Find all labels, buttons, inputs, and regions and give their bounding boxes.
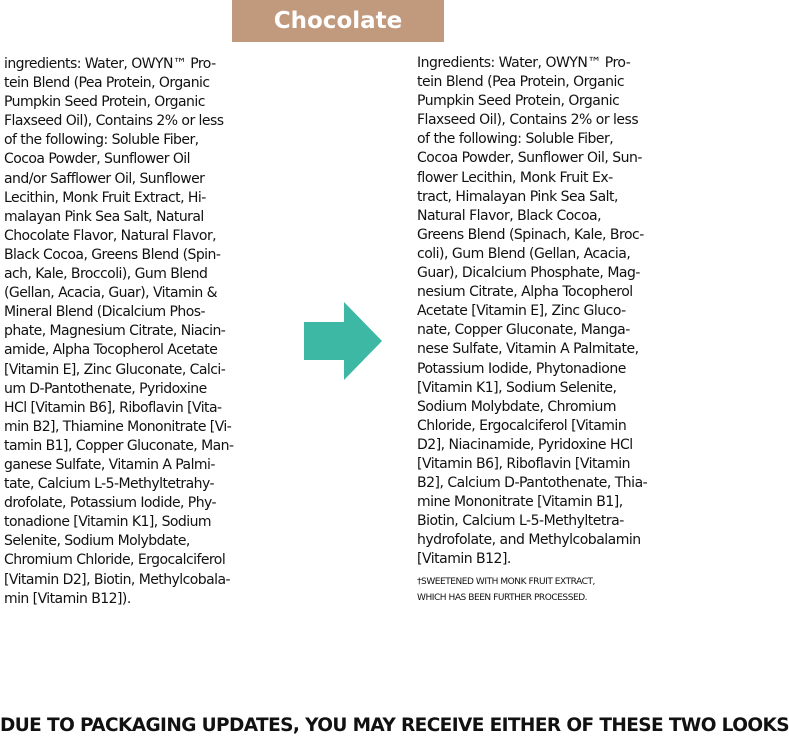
right-arrow-icon: [304, 302, 382, 380]
new-ingredients-text: Ingredients: Water, OWYN™ Pro- tein Blend (Pea Protein, Organic Pumpkin Seed Protein, Organic Flaxseed Oil), Contains 2% or less of the following: Soluble Fiber, Cocoa Powder, Sunflower Oil, Sun- flower Lecithin, Monk Fruit Ex- tract, Himalayan Pink Sea Salt, Natural Flavor, Black Cocoa, Greens Blend (Spinach, Kale, Broc- coli), Gum Blend (Gellan, Acacia, Guar), Dicalcium Phosphate, Mag- nesium Citrate, Alpha Tocopherol Acetate [Vitamin E], Zinc Gluco- nate, Copper Gluconate, Manga- nese Sulfate, Vitamin A Palmitate, Potassium Iodide, Phytonadione [Vitamin K1], Sodium Selenite, Sodium Molybdate, Chromium Chloride, Ergocalciferol [Vitamin D2], Niacinamide, Pyridoxine HCl [Vitamin B6], Riboflavin [Vitamin B2], Calcium D-Pantothenate, Thia- mine Mononitrate [Vitamin B1], Biotin, Calcium L-5-Methyltetra- hydrofolate, and Methylcobalamin [Vitamin B12].: [417, 55, 648, 568]
old-ingredients-text: ingredients: Water, OWYN™ Pro- tein Blend (Pea Protein, Organic Pumpkin Seed Protein, Organic Flaxseed Oil), Contains 2% or less of the following: Soluble Fiber, Cocoa Powder, Sunflower Oil and/or Safflower Oil, Sunflower Lecithin, Monk Fruit Extract, Hi- malayan Pink Sea Salt, Natural Chocolate Flavor, Natural Flavor, Black Cocoa, Greens Blend (Spin- ach, Kale, Broccoli), Gum Blend (Gellan, Acacia, Guar), Vitamin & Mineral Blend (Dicalcium Phos- phate, Magnesium Citrate, Niacin- amide, Alpha Tocopherol Acetate [Vitamin E], Zinc Gluconate, Calci- um D-Pantothenate, Pyridoxine HCl [Vitamin B6], Riboflavin [Vita- min B2], Thiamine Mononitrate [Vi- tamin B1], Copper Gluconate, Man- ganese Sulfate, Vitamin A Palmi- tate, Calcium L-5-Methyltetrahy- drofolate, Potassium Iodide, Phy- tonadione [Vitamin K1], Sodium Selenite, Sodium Molybdate, Chromium Chloride, Ergocalciferol [Vitamin D2], Biotin, Methylcobala- min [Vitamin B12]).: [4, 56, 234, 607]
flavor-badge: [232, 0, 444, 42]
packaging-notice: DUE TO PACKAGING UPDATES, YOU MAY RECEIVE EITHER OF THESE TWO LOOKS: [0, 715, 789, 736]
flavor-name: Chocolate: [273, 8, 403, 34]
footnote-text: †SWEETENED WITH MONK FRUIT EXTRACT, WHICH HAS BEEN FURTHER PROCESSED.: [417, 577, 595, 603]
